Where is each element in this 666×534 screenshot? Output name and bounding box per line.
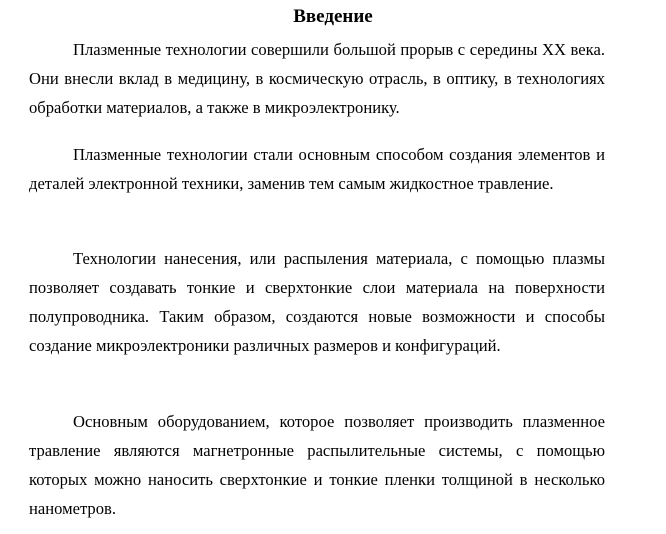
document-title: Введение bbox=[293, 6, 373, 27]
paragraph-1: Плазменные технологии совершили большой прорыв с середины XX века. Они внесли вклад в медицину, в космическую отрасль, в оптику, в технологиях обработки материалов, а также в микроэлектронику. bbox=[29, 40, 605, 117]
paragraph-4: Основным оборудованием, которое позволяет производить плазменное травление являются магнетронные распылительные системы, с помощью которых можно наносить сверхтонкие и тонкие пленки толщиной в несколько нанометров. bbox=[29, 412, 605, 518]
paragraph-2: Плазменные технологии стали основным способом создания элементов и деталей электронной техники, заменив тем самым жидкостное травление. bbox=[29, 145, 605, 193]
paragraph-3: Технологии нанесения, или распыления материала, с помощью плазмы позволяет создавать тонкие и сверхтонкие слои материала на поверхности полупроводника. Таким образом, создаются новые возможности и способы создание микроэлектроники различных размеров и конфигураций. bbox=[29, 249, 605, 355]
